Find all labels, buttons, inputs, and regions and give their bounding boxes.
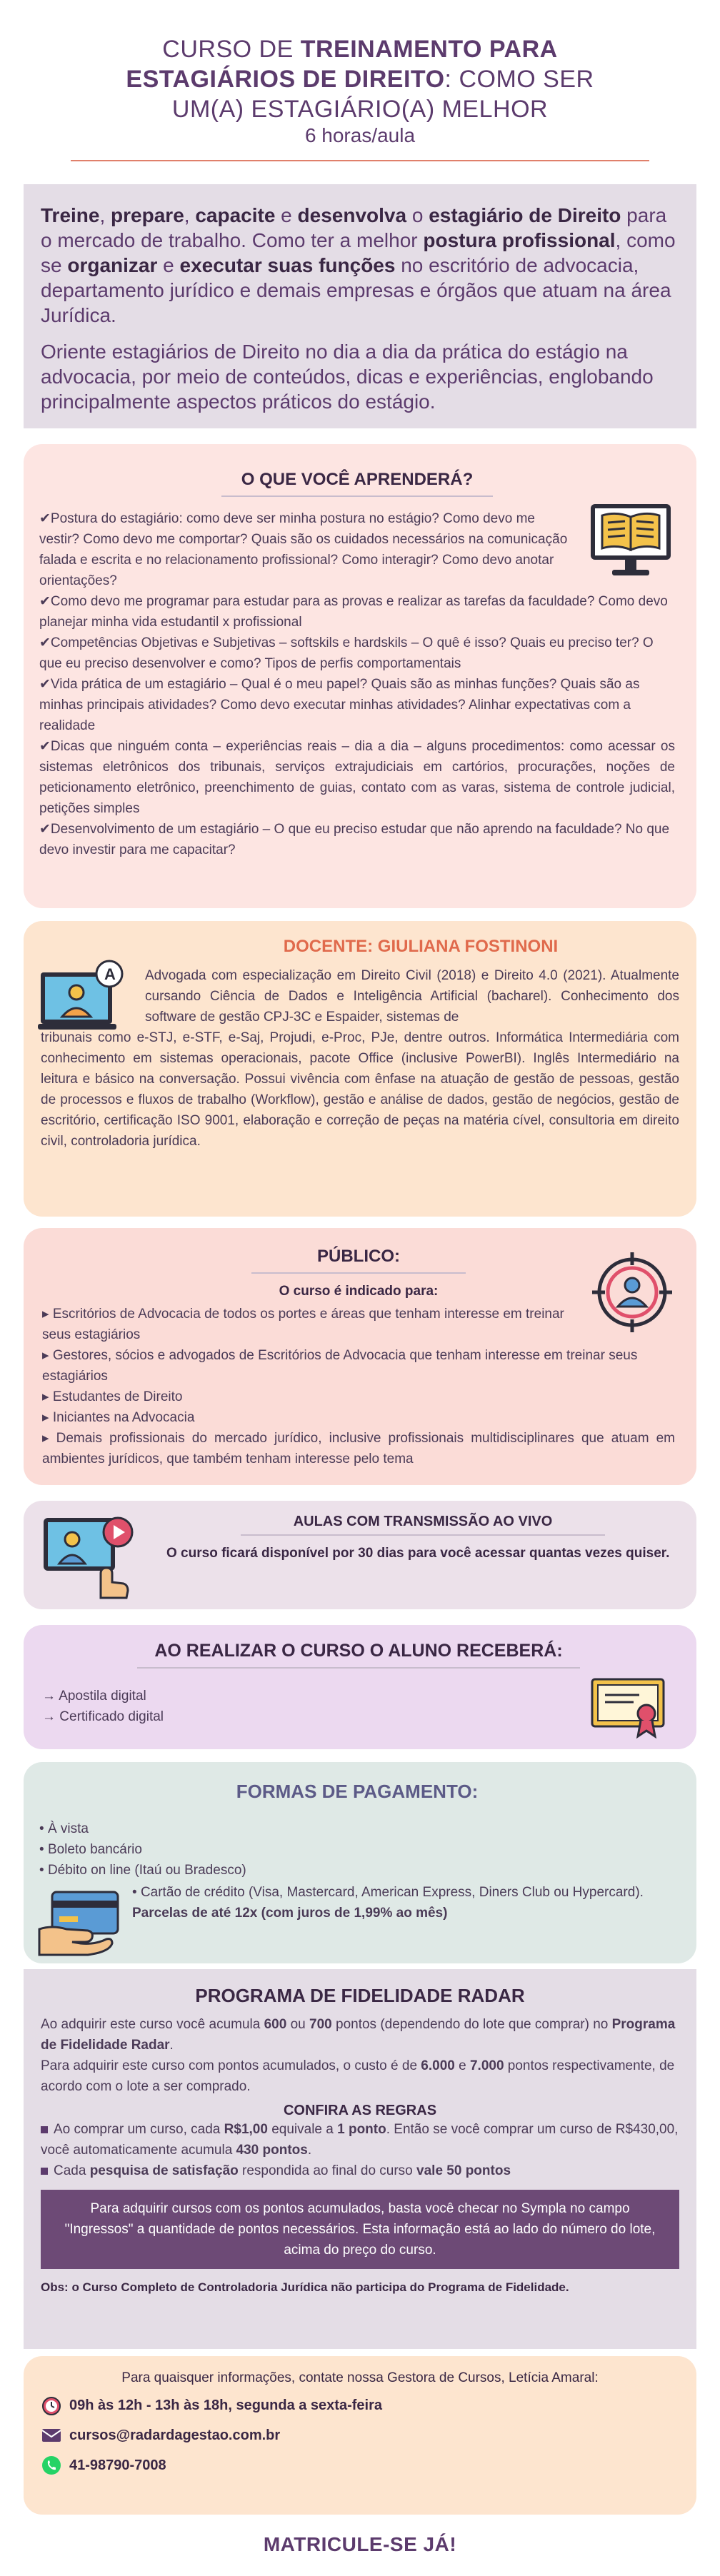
learn-item: ✔Competências Objetivas e Subjetivas – softskils e hardskils – O quê é isso? Quais eu preciso ter? O que eu preciso desenvolver e como? Tipos de perfis comportamentais [39, 635, 654, 671]
payment-section [24, 1762, 696, 1963]
receive-section [24, 1625, 696, 1749]
audience-item: ▸ Iniciantes na Advocacia [42, 1410, 195, 1425]
teacher-title: DOCENTE: GIULIANA FOSTINONI [283, 937, 559, 956]
receive-item: → Certificado digital [42, 1709, 164, 1724]
course-title-line3: UM(A) ESTAGIÁRIO(A) MELHOR [171, 96, 549, 123]
learn-item: ✔Como devo me programar para estudar para as provas e realizar as tarefas da faculdade? Como devo planejar minha vida estudantil x profissional [39, 594, 668, 630]
live-section [24, 1501, 696, 1609]
certificate-icon [589, 1675, 668, 1739]
mail-icon [41, 2425, 62, 2446]
loyalty-p1: Ao adquirir este curso você acumula 600 ou 700 pontos (dependendo do lote que comprar) no Programa de Fidelidade Radar. [41, 2017, 676, 2053]
course-header [0, 34, 720, 161]
payment-item: • Boleto bancário [39, 1842, 142, 1857]
loyalty-section [24, 1969, 696, 2349]
course-title-line2: ESTAGIÁRIOS DE DIREITO: COMO SER [126, 66, 594, 93]
contact-section [24, 2356, 696, 2515]
loyalty-obs: Obs: o Curso Completo de Controladoria Jurídica não participa do Programa de Fidelidade. [41, 2280, 569, 2294]
loyalty-p2: Para adquirir este curso com pontos acumulados, o custo é de 6.000 e 7.000 pontos respectivamente, de acordo com o lote a ser comprado. [41, 2058, 675, 2094]
payment-title: FORMAS DE PAGAMENTO: [236, 1781, 479, 1802]
enroll-cta[interactable]: MATRICULE-SE JÁ! [263, 2533, 457, 2555]
book-monitor-icon [586, 498, 675, 581]
learn-item: ✔Desenvolvimento de um estagiário – O que eu preciso estudar que não aprendo na faculdade? No que devo investir para me capacitar? [39, 822, 670, 857]
contact-phone[interactable]: 41-98790-7008 [41, 2455, 679, 2476]
live-title-divider [241, 1534, 605, 1536]
audience-item: ▸ Demais profissionais do mercado jurídico, inclusive profissionais multidisciplinares que atuam em ambientes jurídicos, que também tenham interesse pelo tema [42, 1431, 675, 1466]
intro-section [24, 184, 696, 428]
learn-list [39, 508, 675, 860]
learn-item: ✔Dicas que ninguém conta – experiências reais – dia a dia – alguns procedimentos: como acessar os sistemas eletrônicos dos tribunais, serviços extrajudiciais em cartórios, procurações, noções de peticionamento eletrônico, preenchimento de guias, contato com as varas, sistema de controle judicial, petições simples [39, 739, 675, 816]
teacher-bio-part2: tribunais como e-STJ, e-STF, e-Saj, Projudi, e-Proc, PJe, dentre outros. Informática Intermediária com conhecimento em sistemas operacionais, pacote Office (inclusive PowerBI). Inglês Intermediário na leitura e básico na conversação. Possui vivência com ênfase na atuação de gestão de pessoas, gestão de processos e fluxos de trabalho (Workflow), gestão e análise de dados, gestão de negócios, gestão de escritório, certificação ISO 9001, elaboração e correção de peças na matéria cível, consultoria em direito civil, controladoria jurídica. [41, 1030, 679, 1149]
audience-title: PÚBLICO: [317, 1247, 400, 1266]
loyalty-rules-title: CONFIRA AS REGRAS [283, 2103, 437, 2118]
learn-item: ✔Vida prática de um estagiário – Qual é o meu papel? Quais são as minhas funções? Quais são as minhas principais atividades? Como devo executar minhas atividades? Alinhar expectativas com a realidade [39, 677, 640, 733]
course-title-line1: CURSO DE TREINAMENTO PARA [162, 36, 558, 63]
contact-email[interactable]: cursos@radardagestao.com.br [41, 2425, 679, 2446]
clock-icon [41, 2395, 62, 2416]
receive-list [42, 1686, 675, 1727]
live-title: AULAS COM TRANSMISSÃO AO VIVO [293, 1514, 553, 1529]
receive-title: AO REALIZAR O CURSO O ALUNO RECEBERÁ: [154, 1641, 563, 1661]
target-person-icon [589, 1249, 675, 1335]
audience-list [42, 1304, 675, 1469]
header-divider [71, 160, 649, 161]
video-class-icon [41, 1514, 141, 1599]
payment-card-item: • Cartão de crédito (Visa, Mastercard, American Express, Diners Club ou Hypercard). Parcelas de até 12x (com juros de 1,99% ao mês) [132, 1885, 644, 1921]
audience-item: ▸ Gestores, sócios e advogados de Escritórios de Advocacia que tenham interesse em treinar seus estagiários [42, 1348, 638, 1384]
intro-paragraph-2: Oriente estagiários de Direito no dia a dia da prática do estágio na advocacia, por meio de conteúdos, dicas e experiências, englobando principalmente aspectos práticos do estágio. [41, 341, 654, 413]
contact-hours: 09h às 12h - 13h às 18h, segunda a sexta-feira [41, 2395, 679, 2416]
learn-section [24, 444, 696, 908]
audience-subtitle: O curso é indicado para: [279, 1284, 439, 1299]
intro-paragraph-1: Treine, prepare, capacite e desenvolva o estagiário de Direito para o mercado de trabalho. Como ter a melhor postura profissional, como se organizar e executar suas funções no escritório de advocacia, departamento jurídico e demais empresas e órgãos que atuam na área Jurídica. [41, 204, 676, 326]
teacher-bio-part1: Advogada com especialização em Direito Civil (2018) e Direito 4.0 (2021). Atualmente cursando Ciência de Dados e Inteligência Artificial (bacharel). Conhecimento dos software de gestão CPJ-3C e Espaider, sistemas de [145, 968, 679, 1025]
audience-item: ▸ Escritórios de Advocacia de todos os portes e áreas que tenham interesse em treinar seus estagiários [42, 1307, 564, 1342]
receive-item: → Apostila digital [42, 1689, 146, 1704]
receive-title-divider [137, 1667, 580, 1669]
audience-title-divider [251, 1272, 466, 1274]
payment-list [39, 1818, 675, 1881]
live-text: O curso ficará disponível por 30 dias para você acessar quantas vezes quiser. [166, 1546, 670, 1561]
svg-text:A: A [104, 965, 116, 983]
loyalty-rule: Ao comprar um curso, cada R$1,00 equivale a 1 ponto. Então se você comprar um curso de R$430,00, você automaticamente acumula 430 pontos. [41, 2122, 679, 2158]
contact-intro: Para quaisquer informações, contate nossa Gestora de Cursos, Letícia Amaral: [121, 2370, 599, 2385]
whatsapp-icon [41, 2455, 62, 2476]
loyalty-banner: Para adquirir cursos com os pontos acumulados, basta você checar no Sympla no campo "Ingressos" a quantidade de pontos necessários. Esta informação está ao lado do número do lote, acima do preço do curso. [41, 2190, 679, 2269]
teacher-section [24, 921, 696, 1217]
teacher-bio [41, 965, 679, 1152]
loyalty-rule: Cada pesquisa de satisfação respondida ao final do curso vale 50 pontos [41, 2160, 679, 2181]
teacher-screen-icon [38, 958, 129, 1041]
learn-title: O QUE VOCÊ APRENDERÁ? [241, 470, 474, 489]
audience-item: ▸ Estudantes de Direito [42, 1389, 183, 1404]
audience-section [24, 1228, 696, 1485]
payment-item: • À vista [39, 1821, 89, 1836]
learn-item: ✔Postura do estagiário: como deve ser minha postura no estágio? Como devo me vestir? Como devo me comportar? Quais são os cuidados necessários na comunicação falada e escrita e no relacionamento profissional? Como interagir? Como devo anotar orientações? [39, 511, 568, 588]
loyalty-title: PROGRAMA DE FIDELIDADE RADAR [195, 1985, 525, 2006]
course-hours: 6 horas/aula [304, 124, 416, 146]
payment-item: • Débito on line (Itaú ou Bradesco) [39, 1863, 246, 1878]
learn-title-divider [221, 495, 493, 497]
